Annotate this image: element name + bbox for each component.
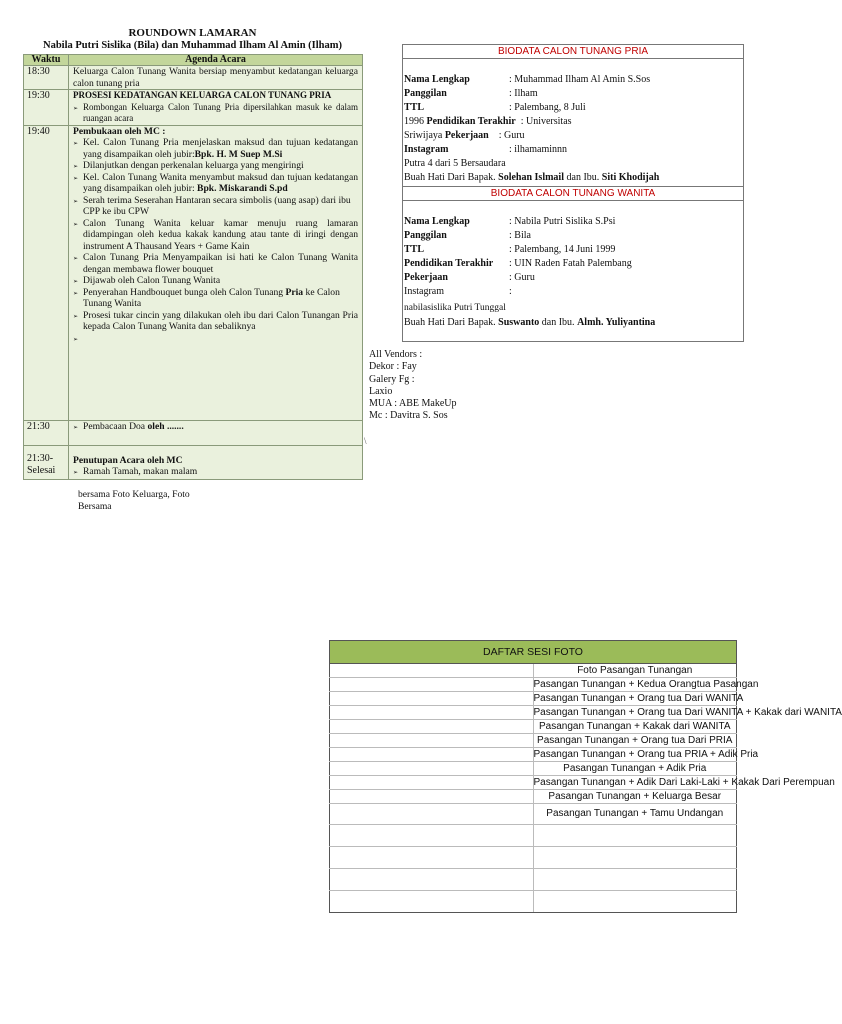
cell-empty (330, 762, 534, 776)
field-label: TTL (404, 244, 425, 255)
col-agenda-header: Agenda Acara (69, 55, 363, 66)
biodata-pria-header: BIODATA CALON TUNANG PRIA (403, 45, 743, 59)
row-time: 19:30 (24, 90, 69, 126)
row-heading: PROSESI KEDATANGAN KELUARGA CALON TUNANG PRIA (73, 90, 332, 100)
field-text: Buah Hati Dari Bapak. (404, 172, 496, 183)
table-row (330, 776, 737, 790)
field-text: dan Ibu. (541, 317, 575, 328)
list-item: ➢ Serah terima Seserahan Hantaran secara simbolis (uang asap) dari ibu CPP ke ibu CPW (73, 195, 358, 218)
photo-table-header: DAFTAR SESI FOTO (330, 641, 737, 664)
pria-job-row (404, 130, 525, 142)
table-row-empty (330, 869, 737, 891)
field-value: : Guru (498, 130, 525, 141)
rundown-title: ROUNDOWN LAMARAN (128, 27, 257, 39)
wanita-name-row (404, 216, 615, 228)
pria-parents-row (404, 172, 659, 184)
biodata-box (402, 44, 744, 342)
cell-empty (330, 678, 534, 692)
row-time: 21:30 (24, 420, 69, 445)
list-item: ➢ Rombongan Keluarga Calon Tunang Pria dipersilahkan masuk ke dalam ruangan acara (73, 102, 358, 125)
session-cell: Pasangan Tunangan + Kedua Orangtua Pasangan (533, 678, 759, 690)
session-cell: Pasangan Tunangan + Orang tua PRIA + Adik Pria (533, 748, 759, 760)
wanita-job-row (404, 272, 535, 284)
vendor-galery: Galery Fg : (369, 373, 415, 385)
field-label: Instagram (404, 286, 444, 297)
cell-empty (330, 804, 534, 825)
row-heading: Pembukaan oleh MC : (73, 125, 166, 137)
list-item: ➢ Calon Tunang Wanita keluar kamar menuju ruang lamaran didampingan oleh kedua kakak kandung atau tante di iringi dengan instrument A Thausand Years + Game Kain (73, 218, 358, 253)
field-value: : Bila (509, 230, 531, 241)
table-row (330, 734, 737, 748)
item-text: Pembacaan Doa (83, 420, 146, 432)
list-item (73, 137, 358, 160)
table-row (330, 790, 737, 804)
cell-empty (533, 891, 737, 913)
col-time-header: Waktu (24, 55, 69, 66)
list-item (73, 172, 358, 195)
pria-ttl-row (404, 102, 586, 114)
session-cell: Pasangan Tunangan + Orang tua Dari WANITA (533, 692, 744, 704)
wanita-parents-row (404, 317, 655, 329)
item-text: Penyerahan Handbouquet bunga oleh Calon Tunang (83, 286, 284, 298)
closing-continuation: bersama Foto Keluarga, Foto Bersama (78, 489, 190, 512)
wanita-edu-row (404, 258, 632, 270)
session-cell: Foto Pasangan Tunangan (533, 664, 737, 678)
vendor-dekor: Dekor : Fay (369, 361, 417, 373)
cell-empty (330, 776, 534, 790)
field-label: Instagram (404, 144, 449, 155)
mother-name: Almh. Yuliyantina (577, 317, 656, 328)
field-value: : Universitas (520, 116, 572, 127)
table-row (24, 90, 363, 126)
table-row (24, 445, 363, 479)
rundown-subtitle: Nabila Putri Sislika (Bila) dan Muhammad Ilham Al Amin (Ilham) (42, 40, 342, 51)
rundown-header-row (24, 55, 363, 66)
list-item: ➢ Prosesi tukar cincin yang dilakukan oleh ibu dari Calon Tunangan Pria kepada Calon Tunang Wanita dan sebaliknya (73, 310, 358, 333)
session-cell: Pasangan Tunangan + Orang tua Dari PRIA (533, 734, 737, 748)
field-value: : Guru (509, 272, 535, 283)
row-time: 18:30 (24, 66, 69, 90)
item-text: Kel. Calon Tunang Wanita menyambut maksud dan tujuan kedatangan yang disampaikan oleh jubir: (83, 171, 358, 194)
field-label: Pendidikan Terakhir (404, 258, 494, 269)
session-cell: Pasangan Tunangan + Orang tua Dari WANITA + Kakak dari WANITA (533, 706, 842, 718)
table-row (330, 678, 737, 692)
pria-ig-row (404, 144, 567, 156)
table-row (330, 748, 737, 762)
session-cell: Pasangan Tunangan + Adik Pria (533, 762, 737, 776)
table-row (24, 125, 363, 420)
vendors-list (369, 349, 457, 423)
session-cell: Pasangan Tunangan + Tamu Undangan (533, 804, 737, 825)
field-value: : ilhamaminnn (509, 144, 568, 155)
vendor-mc: Mc : Davitra S. Sos (369, 410, 448, 422)
list-item: ➢ Calon Tunang Pria Menyampaikan isi hati ke Calon Tunang Wanita dengan membawa flower bouquet (73, 252, 358, 275)
table-row-empty (330, 891, 737, 913)
field-value: 1996 (404, 116, 424, 127)
cell-empty (330, 790, 534, 804)
jubir-name: Bpk. H. M Suep M.Si (194, 148, 283, 160)
session-cell: Pasangan Tunangan + Adik Dari Laki-Laki + Kakak Dari Perempuan (533, 776, 835, 788)
pria-name-row (404, 74, 650, 86)
cell-empty (330, 720, 534, 734)
field-value: : (509, 286, 512, 297)
list-item (73, 421, 358, 433)
field-label: Pendidikan Terakhir (426, 116, 516, 127)
cell-empty (533, 869, 737, 891)
cell-empty (533, 847, 737, 869)
table-row (330, 664, 737, 678)
item-text: Kel. Calon Tunang Pria menjelaskan maksud dan tujuan kedatangan yang disampaikan oleh jubir: (83, 137, 358, 160)
list-item (73, 287, 358, 310)
wanita-ttl-row (404, 244, 615, 256)
table-row (330, 706, 737, 720)
list-item: ➢ Dilanjutkan dengan perkenalan keluarga yang mengiringi (73, 160, 358, 172)
table-row-empty (330, 825, 737, 847)
field-label: Panggilan (404, 230, 447, 241)
field-label: Pekerjaan (444, 130, 489, 141)
row-time: 19:40 (24, 125, 69, 420)
vendors-title: All Vendors : (369, 349, 423, 360)
row-agenda (69, 445, 363, 479)
field-value: : UIN Raden Fatah Palembang (509, 258, 632, 269)
cell-empty (330, 847, 534, 869)
table-row (24, 420, 363, 445)
table-row (330, 692, 737, 706)
field-value: : Palembang, 14 Juni 1999 (509, 244, 616, 255)
row-heading: Penutupan Acara oleh MC (73, 454, 183, 466)
rundown-table (23, 54, 363, 480)
table-row-empty (330, 847, 737, 869)
cell-empty (330, 692, 534, 706)
father-name: Suswanto (498, 317, 540, 328)
row-agenda (69, 125, 363, 420)
biodata-wanita-header: BIODATA CALON TUNANG WANITA (403, 186, 743, 201)
field-value: : Ilham (509, 88, 538, 99)
field-value: : Nabila Putri Sislika S.Psi (509, 216, 616, 227)
field-text: Buah Hati Dari Bapak. (404, 317, 496, 328)
pria-child-row: Putra 4 dari 5 Bersaudara (404, 158, 506, 169)
row-agenda (69, 90, 363, 126)
field-label: Nama Lengkap (404, 74, 470, 85)
field-label: TTL (404, 102, 425, 113)
stray-mark: \ (364, 436, 367, 446)
list-item-empty (73, 333, 358, 345)
field-label: Nama Lengkap (404, 216, 470, 227)
row-time: 21:30-Selesai (24, 445, 69, 479)
cell-empty (533, 825, 737, 847)
row-agenda: Keluarga Calon Tunang Wanita bersiap menyambut kedatangan keluarga calon tunang pria (69, 66, 363, 90)
table-row (330, 804, 737, 825)
jubir-name: Bpk. Miskarandi S.pd (197, 183, 288, 194)
field-label: Pekerjaan (404, 272, 448, 283)
wanita-child-row: nabilasislika Putri Tunggal (404, 303, 506, 313)
table-row (330, 720, 737, 734)
cell-empty (330, 734, 534, 748)
list-item: ➢ Dijawab oleh Calon Tunang Wanita (73, 275, 358, 287)
table-row (24, 66, 363, 90)
field-value: Sriwijaya (404, 130, 443, 141)
cell-empty (330, 891, 534, 913)
father-name: Solehan Islmail (498, 172, 564, 183)
field-value: : Muhammad Ilham Al Amin S.Sos (509, 74, 651, 85)
field-text: dan Ibu. (566, 172, 600, 183)
cell-empty (330, 706, 534, 720)
wanita-ig-row (404, 286, 512, 298)
photo-session-table (329, 640, 842, 913)
session-cell: Pasangan Tunangan + Keluarga Besar (533, 790, 737, 804)
cell-empty (330, 748, 534, 762)
pria-nick-row (404, 88, 538, 100)
item-bold: Pria (285, 286, 304, 298)
photo-header-row (330, 641, 737, 664)
wanita-nick-row (404, 230, 531, 242)
field-value: : Palembang, 8 Juli (509, 102, 586, 113)
table-row (330, 762, 737, 776)
list-item: ➢ Ramah Tamah, makan malam (73, 466, 358, 478)
item-bold: oleh ....... (147, 420, 184, 432)
vendor-mua: MUA : ABE MakeUp (369, 398, 457, 410)
cell-empty (330, 825, 534, 847)
mother-name: Siti Khodijah (601, 172, 660, 183)
cell-empty (330, 664, 534, 678)
item-text: ke Calon Tunang Wanita (83, 286, 340, 309)
row-agenda (69, 420, 363, 445)
session-cell: Pasangan Tunangan + Kakak dari WANITA (533, 720, 737, 734)
pria-edu-row (404, 116, 572, 128)
field-label: Panggilan (404, 88, 447, 99)
vendor-galery-name: Laxio (369, 385, 393, 397)
cell-empty (330, 869, 534, 891)
